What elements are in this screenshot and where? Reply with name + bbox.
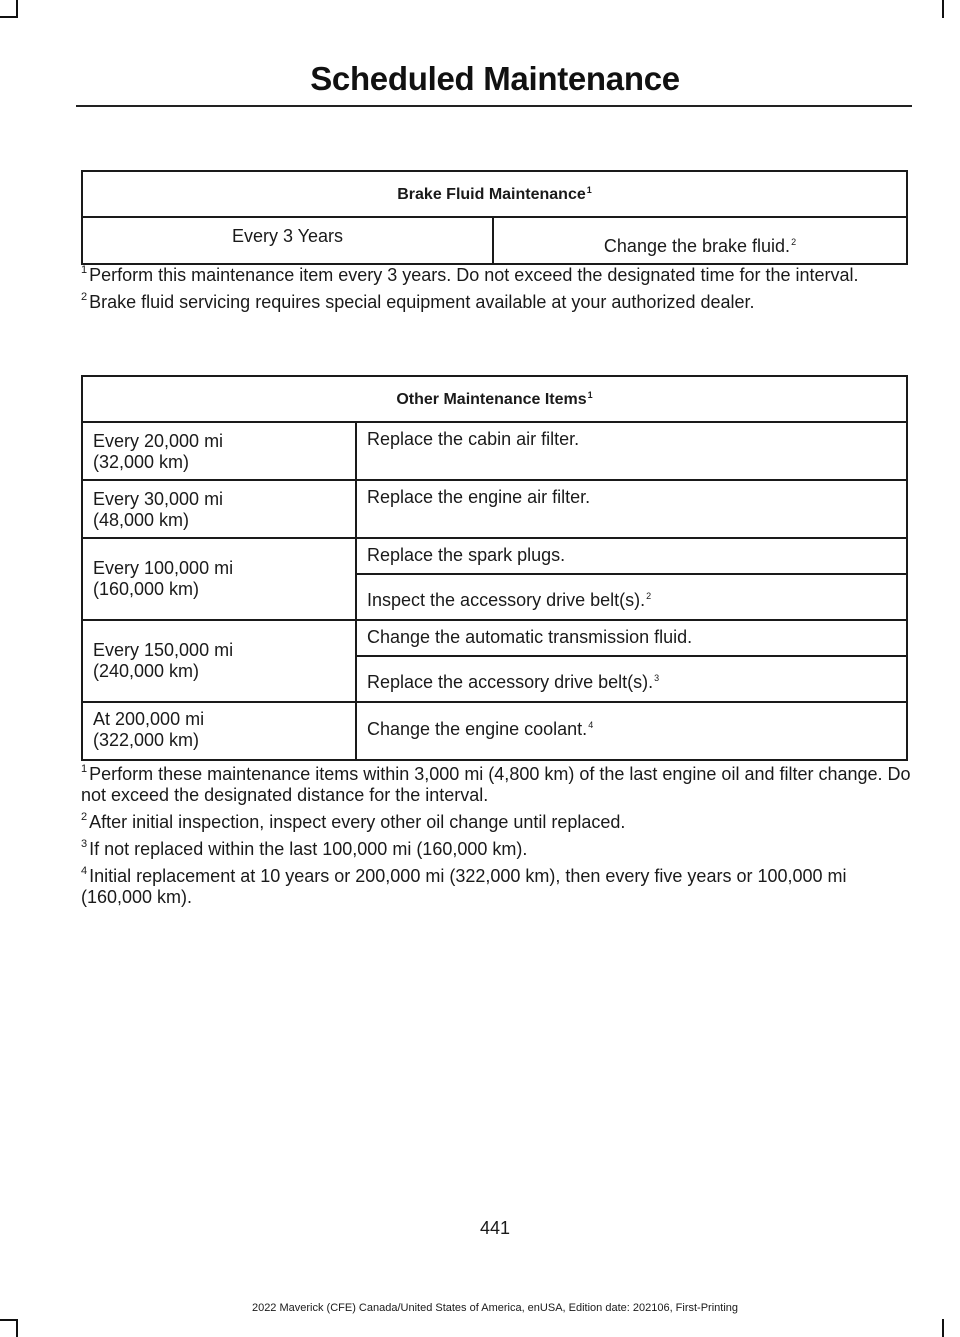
interval-cell: Every 150,000 mi (240,000 km): [82, 620, 356, 702]
edition-footer: 2022 Maverick (CFE) Canada/United States of America, enUSA, Edition date: 202106, First-Printing: [251, 1302, 739, 1314]
footnote: $^1$ Perform these maintenance items within 3,000 mi (4,800 km) of the last engine oil and filter change. Do not exceed the designated distance for the interval.: [81, 763, 911, 805]
table-row: [82, 620, 907, 656]
crop-mark-bottom-left: [16, 1319, 18, 1337]
table-row: [82, 538, 907, 574]
interval-cell: At 200,000 mi (322,000 km): [82, 702, 356, 760]
action-cell: Change the engine coolant.$^4$: [356, 702, 907, 760]
table-header: Other Maintenance Items$^1$: [82, 376, 907, 422]
crop-mark-bottom-left: [0, 1319, 18, 1321]
interval-cell: Every 100,000 mi (160,000 km): [82, 538, 356, 620]
footnote: $^4$ Initial replacement at 10 years or 200,000 mi (322,000 km), then every five years or 100,000 mi (160,000 km).: [81, 865, 847, 907]
action-cell: Replace the accessory drive belt(s).$^3$: [356, 656, 907, 702]
crop-mark-top-left: [0, 16, 18, 18]
page-number: 441: [479, 1218, 511, 1238]
interval-cell: Every 3 Years: [82, 217, 493, 264]
action-cell: Replace the cabin air filter.: [356, 422, 907, 480]
footnote: $^2$ Brake fluid servicing requires special equipment available at your authorized dealer.: [81, 291, 755, 312]
brake-footnotes: [81, 265, 913, 319]
page-title: Scheduled Maintenance: [310, 60, 680, 97]
interval-cell: Every 30,000 mi (48,000 km): [82, 480, 356, 538]
action-cell: Replace the spark plugs.: [356, 538, 907, 574]
interval-cell: Every 20,000 mi (32,000 km): [82, 422, 356, 480]
table-row: [82, 480, 907, 538]
footnote: $^2$ After initial inspection, inspect every other oil change until replaced.: [81, 811, 626, 832]
crop-mark-top-right: [942, 0, 944, 18]
action-cell: Change the brake fluid.$^2$: [493, 217, 907, 264]
table-row: [82, 422, 907, 480]
crop-mark-bottom-right: [942, 1319, 944, 1337]
other-maintenance-table: [81, 375, 908, 761]
other-footnotes: [81, 764, 913, 914]
action-cell: Replace the engine air filter.: [356, 480, 907, 538]
brake-fluid-table: [81, 170, 908, 265]
title-divider: [76, 105, 912, 107]
footnote: $^3$ If not replaced within the last 100,000 mi (160,000 km).: [81, 838, 528, 859]
table-row: [82, 702, 907, 760]
footnote: $^1$ Perform this maintenance item every 3 years. Do not exceed the designated time for the interval.: [81, 264, 859, 285]
table-header: Brake Fluid Maintenance$^1$: [82, 171, 907, 217]
action-cell: Inspect the accessory drive belt(s).$^2$: [356, 574, 907, 620]
action-cell: Change the automatic transmission fluid.: [356, 620, 907, 656]
